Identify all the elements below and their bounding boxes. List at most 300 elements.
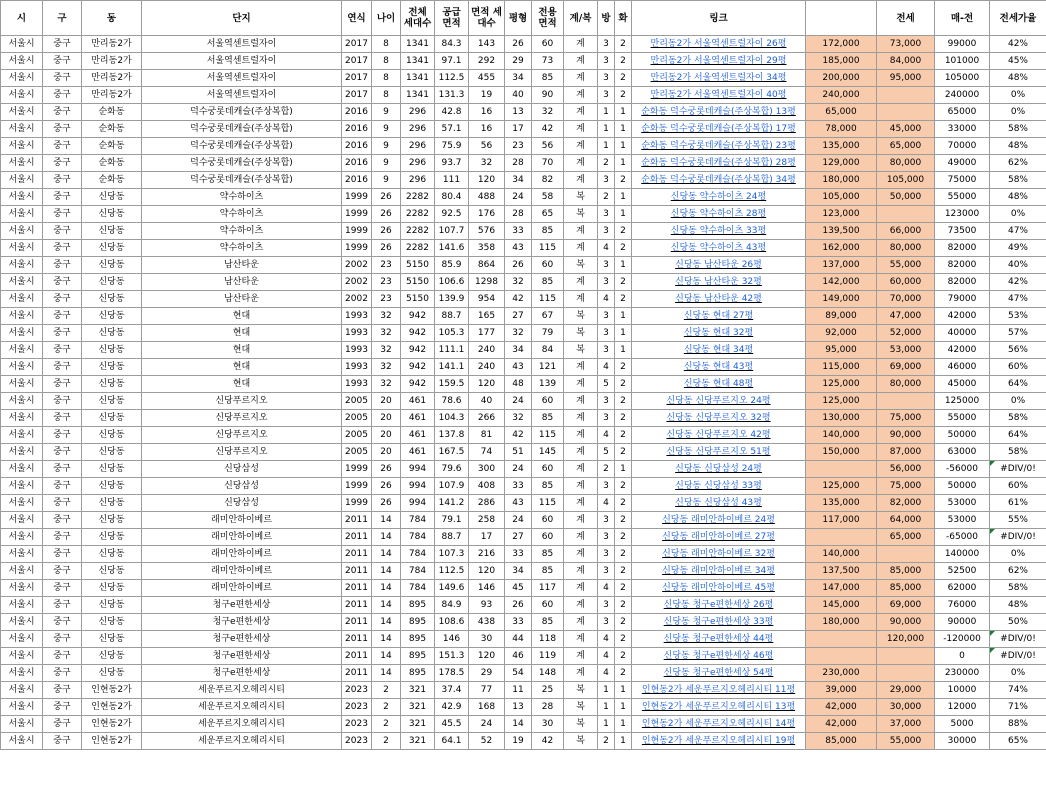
cell-supply-area[interactable]: 151.3	[435, 648, 469, 665]
cell-jeonse-price[interactable]: 64,000	[877, 512, 935, 529]
cell-link[interactable]	[632, 512, 806, 529]
cell-rooms[interactable]: 3	[598, 342, 615, 359]
hyperlink[interactable]: 신당동 신당삼성 24평	[675, 464, 762, 474]
cell-link[interactable]	[632, 138, 806, 155]
cell-price-diff[interactable]: 10000	[935, 682, 990, 699]
cell-sido[interactable]: 서울시	[1, 427, 43, 444]
cell-year[interactable]: 2011	[342, 648, 372, 665]
cell-exclusive-area[interactable]: 65	[532, 206, 564, 223]
cell-exclusive-area[interactable]: 90	[532, 87, 564, 104]
cell-pyeong[interactable]: 33	[505, 614, 532, 631]
cell-exclusive-area[interactable]: 115	[532, 427, 564, 444]
cell-complex[interactable]: 청구e편한세상	[142, 597, 342, 614]
cell-age[interactable]: 9	[372, 121, 401, 138]
cell-jeonse-price[interactable]	[877, 665, 935, 682]
cell-jeonse-ratio[interactable]: 61%	[990, 495, 1046, 512]
cell-gu[interactable]: 중구	[43, 104, 82, 121]
cell-sido[interactable]: 서울시	[1, 325, 43, 342]
cell-rooms[interactable]: 3	[598, 70, 615, 87]
cell-supply-area[interactable]: 88.7	[435, 308, 469, 325]
cell-baths[interactable]: 2	[615, 512, 632, 529]
cell-dong[interactable]: 만리동2가	[82, 53, 142, 70]
cell-stair-type[interactable]: 계	[564, 359, 598, 376]
cell-stair-type[interactable]: 복	[564, 733, 598, 750]
cell-rooms[interactable]: 3	[598, 308, 615, 325]
cell-sido[interactable]: 서울시	[1, 393, 43, 410]
cell-jeonse-price[interactable]: 45,000	[877, 121, 935, 138]
cell-pyeong[interactable]: 48	[505, 376, 532, 393]
cell-supply-area[interactable]: 42.9	[435, 699, 469, 716]
cell-gu[interactable]: 중구	[43, 172, 82, 189]
cell-baths[interactable]: 2	[615, 36, 632, 53]
cell-supply-area[interactable]: 84.9	[435, 597, 469, 614]
cell-age[interactable]: 20	[372, 410, 401, 427]
cell-area-households[interactable]: 74	[469, 444, 505, 461]
cell-baths[interactable]: 2	[615, 376, 632, 393]
cell-stair-type[interactable]: 계	[564, 495, 598, 512]
cell-year[interactable]: 1999	[342, 206, 372, 223]
cell-supply-area[interactable]: 108.6	[435, 614, 469, 631]
cell-rooms[interactable]: 1	[598, 682, 615, 699]
cell-pyeong[interactable]: 24	[505, 189, 532, 206]
cell-rooms[interactable]: 3	[598, 478, 615, 495]
cell-pyeong[interactable]: 34	[505, 563, 532, 580]
cell-pyeong[interactable]: 24	[505, 393, 532, 410]
hyperlink[interactable]: 신당동 래미안하이베르 45평	[662, 583, 775, 593]
cell-area-households[interactable]: 216	[469, 546, 505, 563]
cell-price-diff[interactable]: 30000	[935, 733, 990, 750]
cell-households[interactable]: 1341	[401, 36, 435, 53]
cell-sale-price[interactable]: 105,000	[806, 189, 877, 206]
cell-area-households[interactable]: 93	[469, 597, 505, 614]
cell-sale-price[interactable]: 42,000	[806, 716, 877, 733]
cell-sale-price[interactable]	[806, 631, 877, 648]
cell-supply-area[interactable]: 80.4	[435, 189, 469, 206]
cell-sido[interactable]: 서울시	[1, 444, 43, 461]
cell-supply-area[interactable]: 93.7	[435, 155, 469, 172]
cell-supply-area[interactable]: 139.9	[435, 291, 469, 308]
cell-gu[interactable]: 중구	[43, 665, 82, 682]
cell-age[interactable]: 8	[372, 70, 401, 87]
cell-area-households[interactable]: 29	[469, 665, 505, 682]
cell-dong[interactable]: 신당동	[82, 648, 142, 665]
cell-stair-type[interactable]: 계	[564, 87, 598, 104]
cell-gu[interactable]: 중구	[43, 614, 82, 631]
cell-households[interactable]: 321	[401, 733, 435, 750]
cell-supply-area[interactable]: 107.9	[435, 478, 469, 495]
cell-jeonse-ratio[interactable]: 40%	[990, 257, 1046, 274]
cell-year[interactable]: 1993	[342, 308, 372, 325]
cell-jeonse-price[interactable]	[877, 104, 935, 121]
cell-baths[interactable]: 2	[615, 291, 632, 308]
cell-complex[interactable]: 래미안하이베르	[142, 546, 342, 563]
cell-area-households[interactable]: 168	[469, 699, 505, 716]
cell-link[interactable]	[632, 376, 806, 393]
cell-rooms[interactable]: 3	[598, 87, 615, 104]
cell-gu[interactable]: 중구	[43, 189, 82, 206]
cell-gu[interactable]: 중구	[43, 682, 82, 699]
cell-exclusive-area[interactable]: 42	[532, 121, 564, 138]
cell-sido[interactable]: 서울시	[1, 189, 43, 206]
cell-sale-price[interactable]: 130,000	[806, 410, 877, 427]
cell-jeonse-ratio[interactable]: 58%	[990, 444, 1046, 461]
cell-sido[interactable]: 서울시	[1, 36, 43, 53]
cell-sido[interactable]: 서울시	[1, 716, 43, 733]
cell-gu[interactable]: 중구	[43, 495, 82, 512]
cell-complex[interactable]: 신당삼성	[142, 461, 342, 478]
cell-year[interactable]: 2011	[342, 546, 372, 563]
cell-dong[interactable]: 신당동	[82, 274, 142, 291]
cell-complex[interactable]: 청구e편한세상	[142, 665, 342, 682]
cell-pyeong[interactable]: 33	[505, 223, 532, 240]
cell-dong[interactable]: 신당동	[82, 546, 142, 563]
cell-jeonse-price[interactable]	[877, 546, 935, 563]
cell-year[interactable]: 2011	[342, 614, 372, 631]
cell-rooms[interactable]: 1	[598, 699, 615, 716]
cell-households[interactable]: 321	[401, 716, 435, 733]
cell-sido[interactable]: 서울시	[1, 614, 43, 631]
cell-jeonse-ratio[interactable]: 45%	[990, 53, 1046, 70]
cell-sale-price[interactable]: 117,000	[806, 512, 877, 529]
cell-rooms[interactable]: 3	[598, 257, 615, 274]
cell-sale-price[interactable]: 135,000	[806, 495, 877, 512]
cell-complex[interactable]: 신당푸르지오	[142, 444, 342, 461]
hyperlink[interactable]: 신당동 현대 27평	[683, 311, 754, 321]
cell-year[interactable]: 2017	[342, 36, 372, 53]
cell-link[interactable]	[632, 682, 806, 699]
cell-dong[interactable]: 신당동	[82, 393, 142, 410]
cell-jeonse-ratio[interactable]: 62%	[990, 563, 1046, 580]
cell-year[interactable]: 1999	[342, 223, 372, 240]
cell-stair-type[interactable]: 복	[564, 257, 598, 274]
cell-households[interactable]: 784	[401, 580, 435, 597]
hyperlink[interactable]: 신당동 청구e편한세상 46평	[663, 651, 774, 661]
cell-sale-price[interactable]: 137,000	[806, 257, 877, 274]
cell-price-diff[interactable]: 52500	[935, 563, 990, 580]
cell-sale-price[interactable]: 147,000	[806, 580, 877, 597]
header-complex[interactable]: 단지	[142, 1, 342, 36]
cell-households[interactable]: 895	[401, 597, 435, 614]
cell-sido[interactable]: 서울시	[1, 546, 43, 563]
cell-area-households[interactable]: 176	[469, 206, 505, 223]
cell-price-diff[interactable]: 125000	[935, 393, 990, 410]
cell-area-households[interactable]: 358	[469, 240, 505, 257]
cell-sido[interactable]: 서울시	[1, 155, 43, 172]
cell-year[interactable]: 2023	[342, 682, 372, 699]
cell-area-households[interactable]: 266	[469, 410, 505, 427]
cell-dong[interactable]: 인현동2가	[82, 716, 142, 733]
cell-gu[interactable]: 중구	[43, 240, 82, 257]
cell-link[interactable]	[632, 53, 806, 70]
cell-year[interactable]: 2002	[342, 257, 372, 274]
cell-stair-type[interactable]: 계	[564, 223, 598, 240]
cell-households[interactable]: 461	[401, 444, 435, 461]
cell-exclusive-area[interactable]: 85	[532, 546, 564, 563]
cell-jeonse-ratio[interactable]: 56%	[990, 342, 1046, 359]
cell-baths[interactable]: 2	[615, 274, 632, 291]
cell-dong[interactable]: 신당동	[82, 563, 142, 580]
cell-exclusive-area[interactable]: 85	[532, 614, 564, 631]
cell-price-diff[interactable]: 101000	[935, 53, 990, 70]
cell-area-households[interactable]: 19	[469, 87, 505, 104]
cell-age[interactable]: 14	[372, 665, 401, 682]
cell-area-households[interactable]: 120	[469, 648, 505, 665]
cell-sido[interactable]: 서울시	[1, 580, 43, 597]
cell-dong[interactable]: 신당동	[82, 291, 142, 308]
cell-supply-area[interactable]: 75.9	[435, 138, 469, 155]
cell-dong[interactable]: 신당동	[82, 461, 142, 478]
cell-households[interactable]: 5150	[401, 274, 435, 291]
cell-price-diff[interactable]: 82000	[935, 240, 990, 257]
cell-exclusive-area[interactable]: 85	[532, 478, 564, 495]
cell-supply-area[interactable]: 57.1	[435, 121, 469, 138]
cell-sido[interactable]: 서울시	[1, 682, 43, 699]
cell-jeonse-ratio[interactable]: 48%	[990, 597, 1046, 614]
cell-baths[interactable]: 2	[615, 87, 632, 104]
cell-households[interactable]: 784	[401, 563, 435, 580]
cell-stair-type[interactable]: 계	[564, 631, 598, 648]
cell-jeonse-ratio[interactable]: 58%	[990, 172, 1046, 189]
cell-gu[interactable]: 중구	[43, 53, 82, 70]
cell-households[interactable]: 5150	[401, 257, 435, 274]
cell-jeonse-price[interactable]: 95,000	[877, 70, 935, 87]
hyperlink[interactable]: 순화동 덕수궁롯데캐슬(주상복합) 13평	[641, 107, 796, 117]
cell-area-households[interactable]: 292	[469, 53, 505, 70]
header-age[interactable]: 나이	[372, 1, 401, 36]
cell-complex[interactable]: 현대	[142, 325, 342, 342]
cell-supply-area[interactable]: 107.3	[435, 546, 469, 563]
cell-dong[interactable]: 순화동	[82, 155, 142, 172]
cell-age[interactable]: 2	[372, 716, 401, 733]
hyperlink[interactable]: 인현동2가 세운푸르지오헤리시티 19평	[641, 736, 796, 746]
cell-jeonse-ratio[interactable]: 88%	[990, 716, 1046, 733]
cell-households[interactable]: 296	[401, 138, 435, 155]
cell-complex[interactable]: 래미안하이베르	[142, 529, 342, 546]
cell-age[interactable]: 23	[372, 291, 401, 308]
cell-area-households[interactable]: 576	[469, 223, 505, 240]
hyperlink[interactable]: 신당동 남산타운 42평	[675, 294, 762, 304]
cell-gu[interactable]: 중구	[43, 631, 82, 648]
cell-age[interactable]: 20	[372, 393, 401, 410]
cell-dong[interactable]: 신당동	[82, 631, 142, 648]
cell-price-diff[interactable]: 105000	[935, 70, 990, 87]
cell-sale-price[interactable]: 180,000	[806, 614, 877, 631]
cell-rooms[interactable]: 1	[598, 104, 615, 121]
cell-baths[interactable]: 2	[615, 223, 632, 240]
hyperlink[interactable]: 신당동 청구e편한세상 26평	[663, 600, 774, 610]
header-dong[interactable]: 동	[82, 1, 142, 36]
cell-stair-type[interactable]: 계	[564, 597, 598, 614]
cell-jeonse-price[interactable]: 80,000	[877, 240, 935, 257]
cell-area-households[interactable]: 455	[469, 70, 505, 87]
cell-stair-type[interactable]: 계	[564, 444, 598, 461]
cell-link[interactable]	[632, 733, 806, 750]
cell-exclusive-area[interactable]: 30	[532, 716, 564, 733]
cell-exclusive-area[interactable]: 119	[532, 648, 564, 665]
cell-sido[interactable]: 서울시	[1, 376, 43, 393]
cell-supply-area[interactable]: 112.5	[435, 563, 469, 580]
cell-baths[interactable]: 2	[615, 444, 632, 461]
cell-jeonse-ratio[interactable]: 64%	[990, 427, 1046, 444]
cell-sido[interactable]: 서울시	[1, 104, 43, 121]
cell-year[interactable]: 2011	[342, 563, 372, 580]
cell-jeonse-price[interactable]: 84,000	[877, 53, 935, 70]
cell-households[interactable]: 784	[401, 546, 435, 563]
cell-households[interactable]: 1341	[401, 87, 435, 104]
header-gu[interactable]: 구	[43, 1, 82, 36]
hyperlink[interactable]: 신당동 신당푸르지오 32평	[666, 413, 771, 423]
cell-dong[interactable]: 신당동	[82, 478, 142, 495]
cell-age[interactable]: 26	[372, 495, 401, 512]
cell-sale-price[interactable]: 240,000	[806, 87, 877, 104]
cell-gu[interactable]: 중구	[43, 325, 82, 342]
cell-exclusive-area[interactable]: 60	[532, 461, 564, 478]
cell-supply-area[interactable]: 141.6	[435, 240, 469, 257]
cell-exclusive-area[interactable]: 85	[532, 410, 564, 427]
cell-pyeong[interactable]: 29	[505, 53, 532, 70]
cell-sale-price[interactable]: 135,000	[806, 138, 877, 155]
cell-year[interactable]: 2005	[342, 444, 372, 461]
cell-rooms[interactable]: 2	[598, 155, 615, 172]
cell-exclusive-area[interactable]: 121	[532, 359, 564, 376]
cell-rooms[interactable]: 3	[598, 53, 615, 70]
cell-baths[interactable]: 1	[615, 257, 632, 274]
cell-exclusive-area[interactable]: 85	[532, 563, 564, 580]
cell-stair-type[interactable]: 계	[564, 648, 598, 665]
cell-area-households[interactable]: 16	[469, 104, 505, 121]
cell-sido[interactable]: 서울시	[1, 53, 43, 70]
cell-area-households[interactable]: 240	[469, 359, 505, 376]
cell-area-households[interactable]: 954	[469, 291, 505, 308]
cell-pyeong[interactable]: 43	[505, 359, 532, 376]
cell-baths[interactable]: 2	[615, 648, 632, 665]
cell-supply-area[interactable]: 45.5	[435, 716, 469, 733]
cell-gu[interactable]: 중구	[43, 359, 82, 376]
cell-sido[interactable]: 서울시	[1, 495, 43, 512]
hyperlink[interactable]: 신당동 약수하이츠 33평	[670, 226, 767, 236]
cell-sido[interactable]: 서울시	[1, 240, 43, 257]
cell-age[interactable]: 20	[372, 444, 401, 461]
cell-rooms[interactable]: 4	[598, 665, 615, 682]
cell-link[interactable]	[632, 393, 806, 410]
cell-link[interactable]	[632, 308, 806, 325]
cell-baths[interactable]: 1	[615, 189, 632, 206]
cell-pyeong[interactable]: 43	[505, 240, 532, 257]
hyperlink[interactable]: 인현동2가 세운푸르지오헤리시티 13평	[641, 702, 796, 712]
cell-stair-type[interactable]: 계	[564, 155, 598, 172]
cell-pyeong[interactable]: 27	[505, 308, 532, 325]
cell-age[interactable]: 26	[372, 223, 401, 240]
cell-dong[interactable]: 순화동	[82, 104, 142, 121]
cell-jeonse-price[interactable]: 90,000	[877, 614, 935, 631]
cell-gu[interactable]: 중구	[43, 36, 82, 53]
cell-sale-price[interactable]: 230,000	[806, 665, 877, 682]
cell-dong[interactable]: 신당동	[82, 495, 142, 512]
cell-area-households[interactable]: 30	[469, 631, 505, 648]
cell-jeonse-price[interactable]: 53,000	[877, 342, 935, 359]
cell-supply-area[interactable]: 37.4	[435, 682, 469, 699]
cell-area-households[interactable]: 81	[469, 427, 505, 444]
cell-jeonse-ratio[interactable]: 49%	[990, 240, 1046, 257]
cell-gu[interactable]: 중구	[43, 427, 82, 444]
hyperlink[interactable]: 인현동2가 세운푸르지오헤리시티 14평	[641, 719, 796, 729]
cell-baths[interactable]: 1	[615, 461, 632, 478]
cell-link[interactable]	[632, 427, 806, 444]
cell-supply-area[interactable]: 79.6	[435, 461, 469, 478]
cell-households[interactable]: 2282	[401, 189, 435, 206]
cell-complex[interactable]: 덕수궁롯데캐슬(주상복합)	[142, 121, 342, 138]
cell-exclusive-area[interactable]: 67	[532, 308, 564, 325]
cell-price-diff[interactable]: 90000	[935, 614, 990, 631]
cell-sale-price[interactable]: 137,500	[806, 563, 877, 580]
cell-baths[interactable]: 1	[615, 699, 632, 716]
cell-rooms[interactable]: 1	[598, 138, 615, 155]
cell-stair-type[interactable]: 복	[564, 699, 598, 716]
cell-jeonse-price[interactable]	[877, 87, 935, 104]
cell-dong[interactable]: 신당동	[82, 580, 142, 597]
cell-year[interactable]: 2005	[342, 427, 372, 444]
cell-age[interactable]: 26	[372, 240, 401, 257]
cell-sido[interactable]: 서울시	[1, 291, 43, 308]
cell-age[interactable]: 26	[372, 461, 401, 478]
cell-jeonse-price[interactable]: 85,000	[877, 563, 935, 580]
cell-dong[interactable]: 신당동	[82, 512, 142, 529]
cell-jeonse-price[interactable]: 60,000	[877, 274, 935, 291]
cell-year[interactable]: 2005	[342, 410, 372, 427]
cell-jeonse-ratio[interactable]: #DIV/0!	[990, 648, 1046, 665]
cell-households[interactable]: 942	[401, 325, 435, 342]
cell-year[interactable]: 1999	[342, 461, 372, 478]
cell-jeonse-ratio[interactable]: 58%	[990, 121, 1046, 138]
cell-jeonse-price[interactable]: 69,000	[877, 597, 935, 614]
hyperlink[interactable]: 신당동 현대 43평	[683, 362, 754, 372]
cell-age[interactable]: 8	[372, 53, 401, 70]
cell-age[interactable]: 32	[372, 359, 401, 376]
cell-exclusive-area[interactable]: 60	[532, 36, 564, 53]
cell-pyeong[interactable]: 26	[505, 257, 532, 274]
hyperlink[interactable]: 신당동 남산타운 32평	[675, 277, 762, 287]
cell-dong[interactable]: 신당동	[82, 240, 142, 257]
cell-price-diff[interactable]: 33000	[935, 121, 990, 138]
hyperlink[interactable]: 신당동 청구e편한세상 54평	[663, 668, 774, 678]
cell-baths[interactable]: 1	[615, 342, 632, 359]
cell-baths[interactable]: 1	[615, 733, 632, 750]
cell-households[interactable]: 942	[401, 376, 435, 393]
cell-rooms[interactable]: 3	[598, 36, 615, 53]
cell-dong[interactable]: 신당동	[82, 359, 142, 376]
cell-year[interactable]: 2011	[342, 631, 372, 648]
cell-price-diff[interactable]: 79000	[935, 291, 990, 308]
cell-households[interactable]: 296	[401, 104, 435, 121]
cell-jeonse-price[interactable]	[877, 206, 935, 223]
cell-complex[interactable]: 신당삼성	[142, 478, 342, 495]
cell-baths[interactable]: 2	[615, 614, 632, 631]
cell-rooms[interactable]: 3	[598, 393, 615, 410]
cell-baths[interactable]: 2	[615, 393, 632, 410]
cell-area-households[interactable]: 120	[469, 172, 505, 189]
cell-year[interactable]: 2016	[342, 138, 372, 155]
cell-year[interactable]: 2005	[342, 393, 372, 410]
cell-age[interactable]: 2	[372, 682, 401, 699]
cell-baths[interactable]: 2	[615, 546, 632, 563]
cell-rooms[interactable]: 2	[598, 733, 615, 750]
cell-rooms[interactable]: 4	[598, 291, 615, 308]
cell-complex[interactable]: 서울역센트럴자이	[142, 70, 342, 87]
cell-complex[interactable]: 세운푸르지오헤리시티	[142, 716, 342, 733]
cell-exclusive-area[interactable]: 85	[532, 223, 564, 240]
cell-sale-price[interactable]: 185,000	[806, 53, 877, 70]
cell-households[interactable]: 942	[401, 308, 435, 325]
